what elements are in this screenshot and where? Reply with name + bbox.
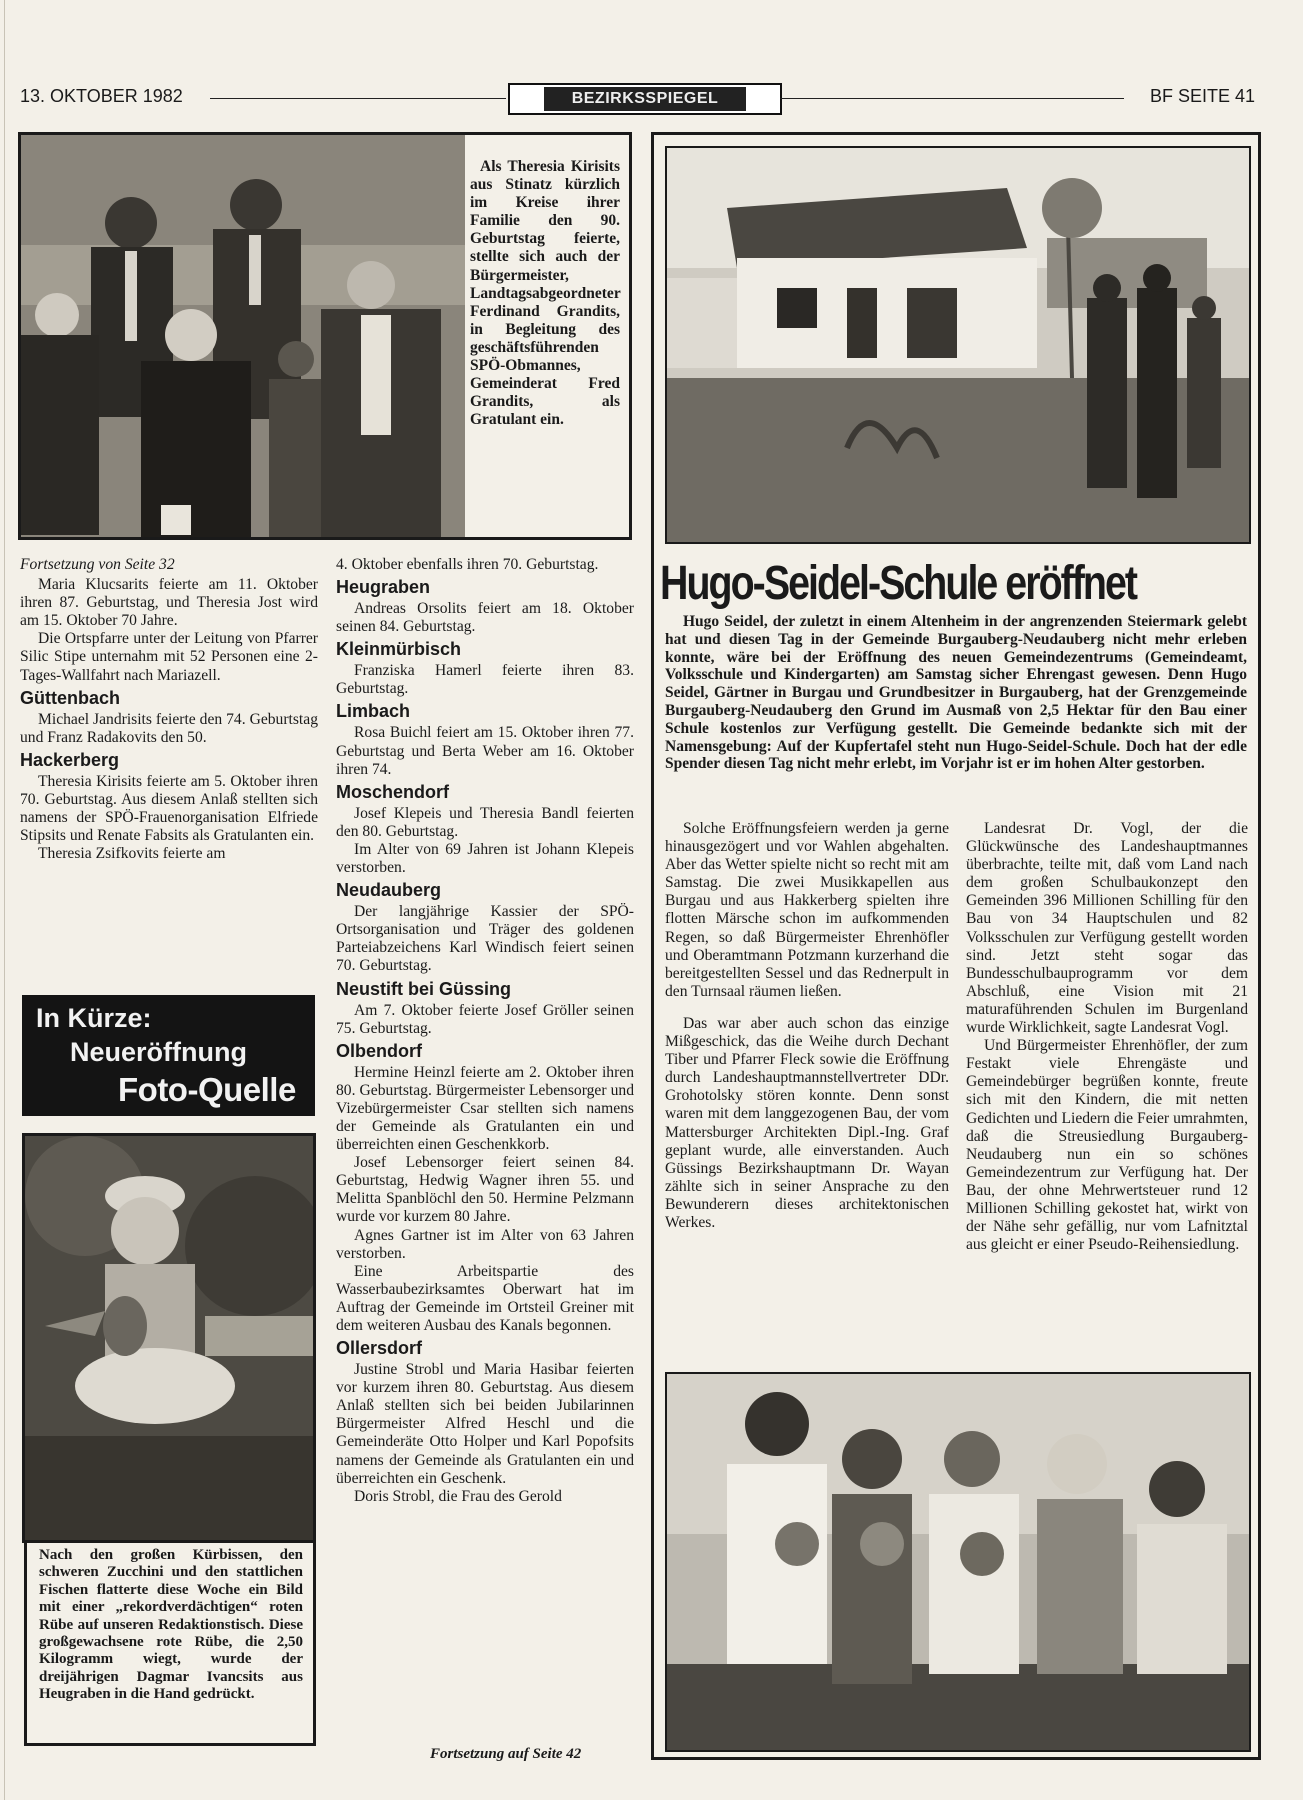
- paragraph: Im Alter von 69 Jahren ist Johann Klepeis verstorben.: [336, 840, 634, 877]
- issue-date: 13. OKTOBER 1982: [20, 86, 183, 106]
- in-kuerze-label: In Kürze:: [36, 1003, 152, 1033]
- paragraph: Andreas Orsolits feiert am 18. Oktober seinen 84. Geburtstag.: [336, 600, 634, 636]
- in-kuerze-line2: Neueröffnung: [70, 1037, 247, 1067]
- paragraph: Am 7. Oktober feierte Josef Gröller seinen 75. Geburtstag.: [336, 1001, 634, 1037]
- intro-text: Hugo Seidel, der zuletzt in einem Altenheim in der angrenzenden Steiermark gelebt hat und diesen Tag in der Gemeinde Burgauberg-Neudauberg nicht mehr erleben konnte, wäre bei der Eröffnung des neuen Gemeindezentrums (Gemeindeamt, Volksschule und Kindergarten) am Samstag sicher Ehrengast gewesen. Denn Hugo Seidel, Gärtner in Burgau und Grundbesitzer in Burgauberg, hat der Grenzgemeinde Burgauberg-Neudauberg den Grund im Ausmaß von 2,5 Hektar für den Bau einer Schule kostenlos zur Verfügung gestellt. Die Gemeinde bedankte sich mit der Namensgebung: Auf der Kupfertafel steht nun Hugo-Seidel-Schule. Doch hat der edle Spender diesen Tag nicht mehr erlebt, im Vorjahr ist er im hohen Alter gestorben.: [665, 613, 1247, 773]
- paragraph: Theresia Zsifkovits feierte am: [38, 845, 226, 863]
- place-heading: Neustift bei Güssing: [336, 978, 512, 999]
- paragraph: Theresia Kirisits feierte am 5. Oktober ihren 70. Geburtstag. Aus diesem Anlaß stellten sich namens der SPÖ-Frauenorganisation Elfriede Stipsits und Renate Fabsits als Gratulanten ein.: [20, 772, 318, 845]
- paragraph: 4. Oktober ebenfalls ihren 70. Geburtstag.: [336, 556, 599, 573]
- family-photo-caption: [470, 158, 620, 429]
- caption-text: Nach den großen Kürbissen, den schweren Zucchini und den stattlichen Fischen flatterte diese Woche ein Bild mit einer „rekordverdächtigen“ roten Rübe auf unseren Redaktionstisch. Diese großgewachsene rote Rübe, die 2,50 Kilogramm wiegt, wurde der dreijährigen Dagmar Ivancsits aus Heugraben in die Hand gedrückt.: [39, 1547, 303, 1703]
- children-photo: [665, 1372, 1251, 1752]
- paragraph: Josef Lebensorger feiert seinen 84. Geburtstag, Hedwig Wagner ihren 55. und Melitta Spanblöchl den 50. Hermine Pelzmann wurde vor kurzem 80 Jahre.: [336, 1154, 634, 1226]
- continued-from: Fortsetzung von Seite 32: [20, 556, 175, 573]
- section-title: BEZIRKSSPIEGEL: [544, 87, 747, 111]
- paragraph: Michael Jandrisits feierte den 74. Geburtstag und Franz Radakovits den 50.: [20, 710, 318, 746]
- paragraph: Der langjährige Kassier der SPÖ-Ortsorganisation und Träger des goldenen Parteiabzeichens Karl Windisch feiert seinen 70. Geburtstag.: [336, 903, 634, 975]
- place-heading: Limbach: [336, 701, 411, 722]
- in-kuerze-box: [22, 995, 315, 1116]
- place-heading: Heugraben: [336, 577, 431, 598]
- article-column-a: [665, 820, 949, 1232]
- caption-text: Als Theresia Kirisits aus Stinatz kürzlich im Kreise ihrer Familie den 90. Geburtstag feierte, stellte sich auch der Bürgermeister, Landtagsabgeordneter Ferdinand Grandits, in Begleitung des geschäftsführenden SPÖ-Obmannes, Gemeinderat Fred Grandits, als Gratulant ein.: [470, 158, 621, 429]
- place-heading: Kleinmürbisch: [336, 639, 462, 660]
- page-edge: [4, 0, 5, 1800]
- header-rule-left: [210, 98, 506, 99]
- place-heading: Hackerberg: [20, 749, 120, 770]
- place-heading: Moschendorf: [336, 781, 450, 802]
- paragraph: Und Bürgermeister Ehrenhöfler, der zum Festakt viele Ehrengäste und Gemeindebürger begrüßen konnte, freute sich mit den Kindern, die mit netten Gedichten und Liedern die Feier umrahmten, daß die Streusiedlung Burgauberg-Neudauberg nun ein so schönes Gemeindezentrum zur Verfügung hat. Der Bau, der ohne Mehrwertsteuer rund 12 Millionen Schilling gekostet hat, wirkt von der Nähe sehr gefällig, nur vom Lafnitztal aus gleicht er einer Pseudo-Reihensiedlung.: [966, 1037, 1248, 1254]
- paragraph: Eine Arbeitspartie des Wasserbaubezirksamtes Oberwart hat im Auftrag der Gemeinde im Ortsteil Greiner mit dem weiteren Ausbau des Kanals begonnen.: [336, 1262, 634, 1334]
- paragraph: Agnes Gartner ist im Alter von 63 Jahren verstorben.: [336, 1226, 634, 1262]
- paragraph: Justine Strobl und Maria Hasibar feierten vor kurzem ihren 80. Geburtstag. Aus diesem Anlaß stellten sich bei beiden Jubilarinnen Bürgermeister Alfred Heschl und die Gemeinderäte Otto Holper und Karl Popofsits namens der Gemeinde als Gratulanten ein und überreichten ein Geschenk.: [336, 1361, 634, 1487]
- header-rule-right: [780, 98, 1124, 99]
- place-heading: Güttenbach: [20, 687, 121, 708]
- in-kuerze-line3: Foto-Quelle: [118, 1071, 296, 1108]
- child-photo: [25, 1136, 313, 1540]
- page-number: BF SEITE 41: [1149, 86, 1255, 106]
- article-headline: Hugo-Seidel-Schule eröffnet: [660, 557, 1137, 610]
- paragraph: Landesrat Dr. Vogl, der die Glückwünsche des Landeshauptmannes überbrachte, teilte mit, daß vom Land nach dem großen Schulbaukonzept den Gemeinden 396 Millionen Schilling für den Bau von 34 Hauptschulen und 82 Volksschulen zur Verfügung gestellt worden sind. Jetzt steht sogar das Bundesschulbauprogramm vor dem Abschluß, eine Vision mit 21 maturaführenden Schulen im Burgenland wurde Wirklichkeit, sagte Landesrat Vogl.: [966, 820, 1248, 1037]
- paragraph: Franziska Hamerl feierte ihren 83. Geburtstag.: [336, 662, 634, 698]
- paragraph: Josef Klepeis und Theresia Bandl feierten den 80. Geburtstag.: [336, 804, 634, 840]
- column-2: [336, 556, 634, 1506]
- paragraph: Das war aber auch schon das einzige Mißgeschick, das die Weihe durch Dechant Tiber und Pfarrer Fleck sowie die Eröffnung durch Landeshauptmannstellvertreter DDr. Grohotolsky stören konnte. Denn sonst waren mit dem langgezogenen Bau, der vom Mattersburger Architekten Dipl.-Ing. Graf geplant wurde, alle einverstanden. Auch Güssings Bezirkshauptmann Dr. Wayan zählte sich in seiner Ansprache zu den Bewunderern dieses architektonischen Werkes.: [665, 1014, 949, 1231]
- place-heading: Olbendorf: [336, 1040, 422, 1061]
- article-column-b: [966, 820, 1248, 1254]
- paragraph: Doris Strobl, die Frau des Gerold: [354, 1487, 562, 1505]
- paragraph: Rosa Buichl feiert am 15. Oktober ihren 77. Geburtstag und Berta Weber am 16. Oktober ihren 74.: [336, 724, 634, 778]
- school-photo: [665, 146, 1251, 544]
- column-1: [20, 556, 318, 863]
- paragraph: Hermine Heinzl feierte am 2. Oktober ihren 80. Geburtstag. Bürgermeister Lebensorger und Vizebürgermeister Csar stellten sich namens der Gemeinde als Gratulanten ein und überreichten einen Geschenkkorb.: [336, 1063, 634, 1154]
- family-photo: [21, 135, 465, 537]
- place-heading: Neudauberg: [336, 880, 442, 901]
- article-intro: [665, 613, 1247, 773]
- continued-on: Fortsetzung auf Seite 42: [430, 1746, 582, 1762]
- paragraph: Solche Eröffnungsfeiern werden ja gerne hinausgezögert und vor Wahlen abgehalten. Aber das Wetter spielte nicht so recht mit am Samstag. Die zwei Musikkapellen aus Burgau und aus Hakkerberg spielten ihre flotten Märsche schon im aufkommenden Regen, so daß Bürgermeister Ehrenhöfler und Oberamtmann Potzmann kurzerhand die bereitgestellten Sessel und das Rednerpult in den Turnsaal räumen ließen.: [665, 820, 949, 1000]
- section-banner: [508, 83, 782, 115]
- place-heading: Ollersdorf: [336, 1338, 423, 1359]
- paragraph: Maria Klucsarits feierte am 11. Oktober ihren 87. Geburtstag, und Theresia Jost wird am 15. Oktober 70 Jahre.: [20, 576, 318, 630]
- child-photo-caption: [24, 1540, 316, 1746]
- paragraph: Die Ortspfarre unter der Leitung von Pfarrer Silic Stipe unternahm mit 52 Personen eine 2-Tages-Wallfahrt nach Mariazell.: [20, 630, 318, 684]
